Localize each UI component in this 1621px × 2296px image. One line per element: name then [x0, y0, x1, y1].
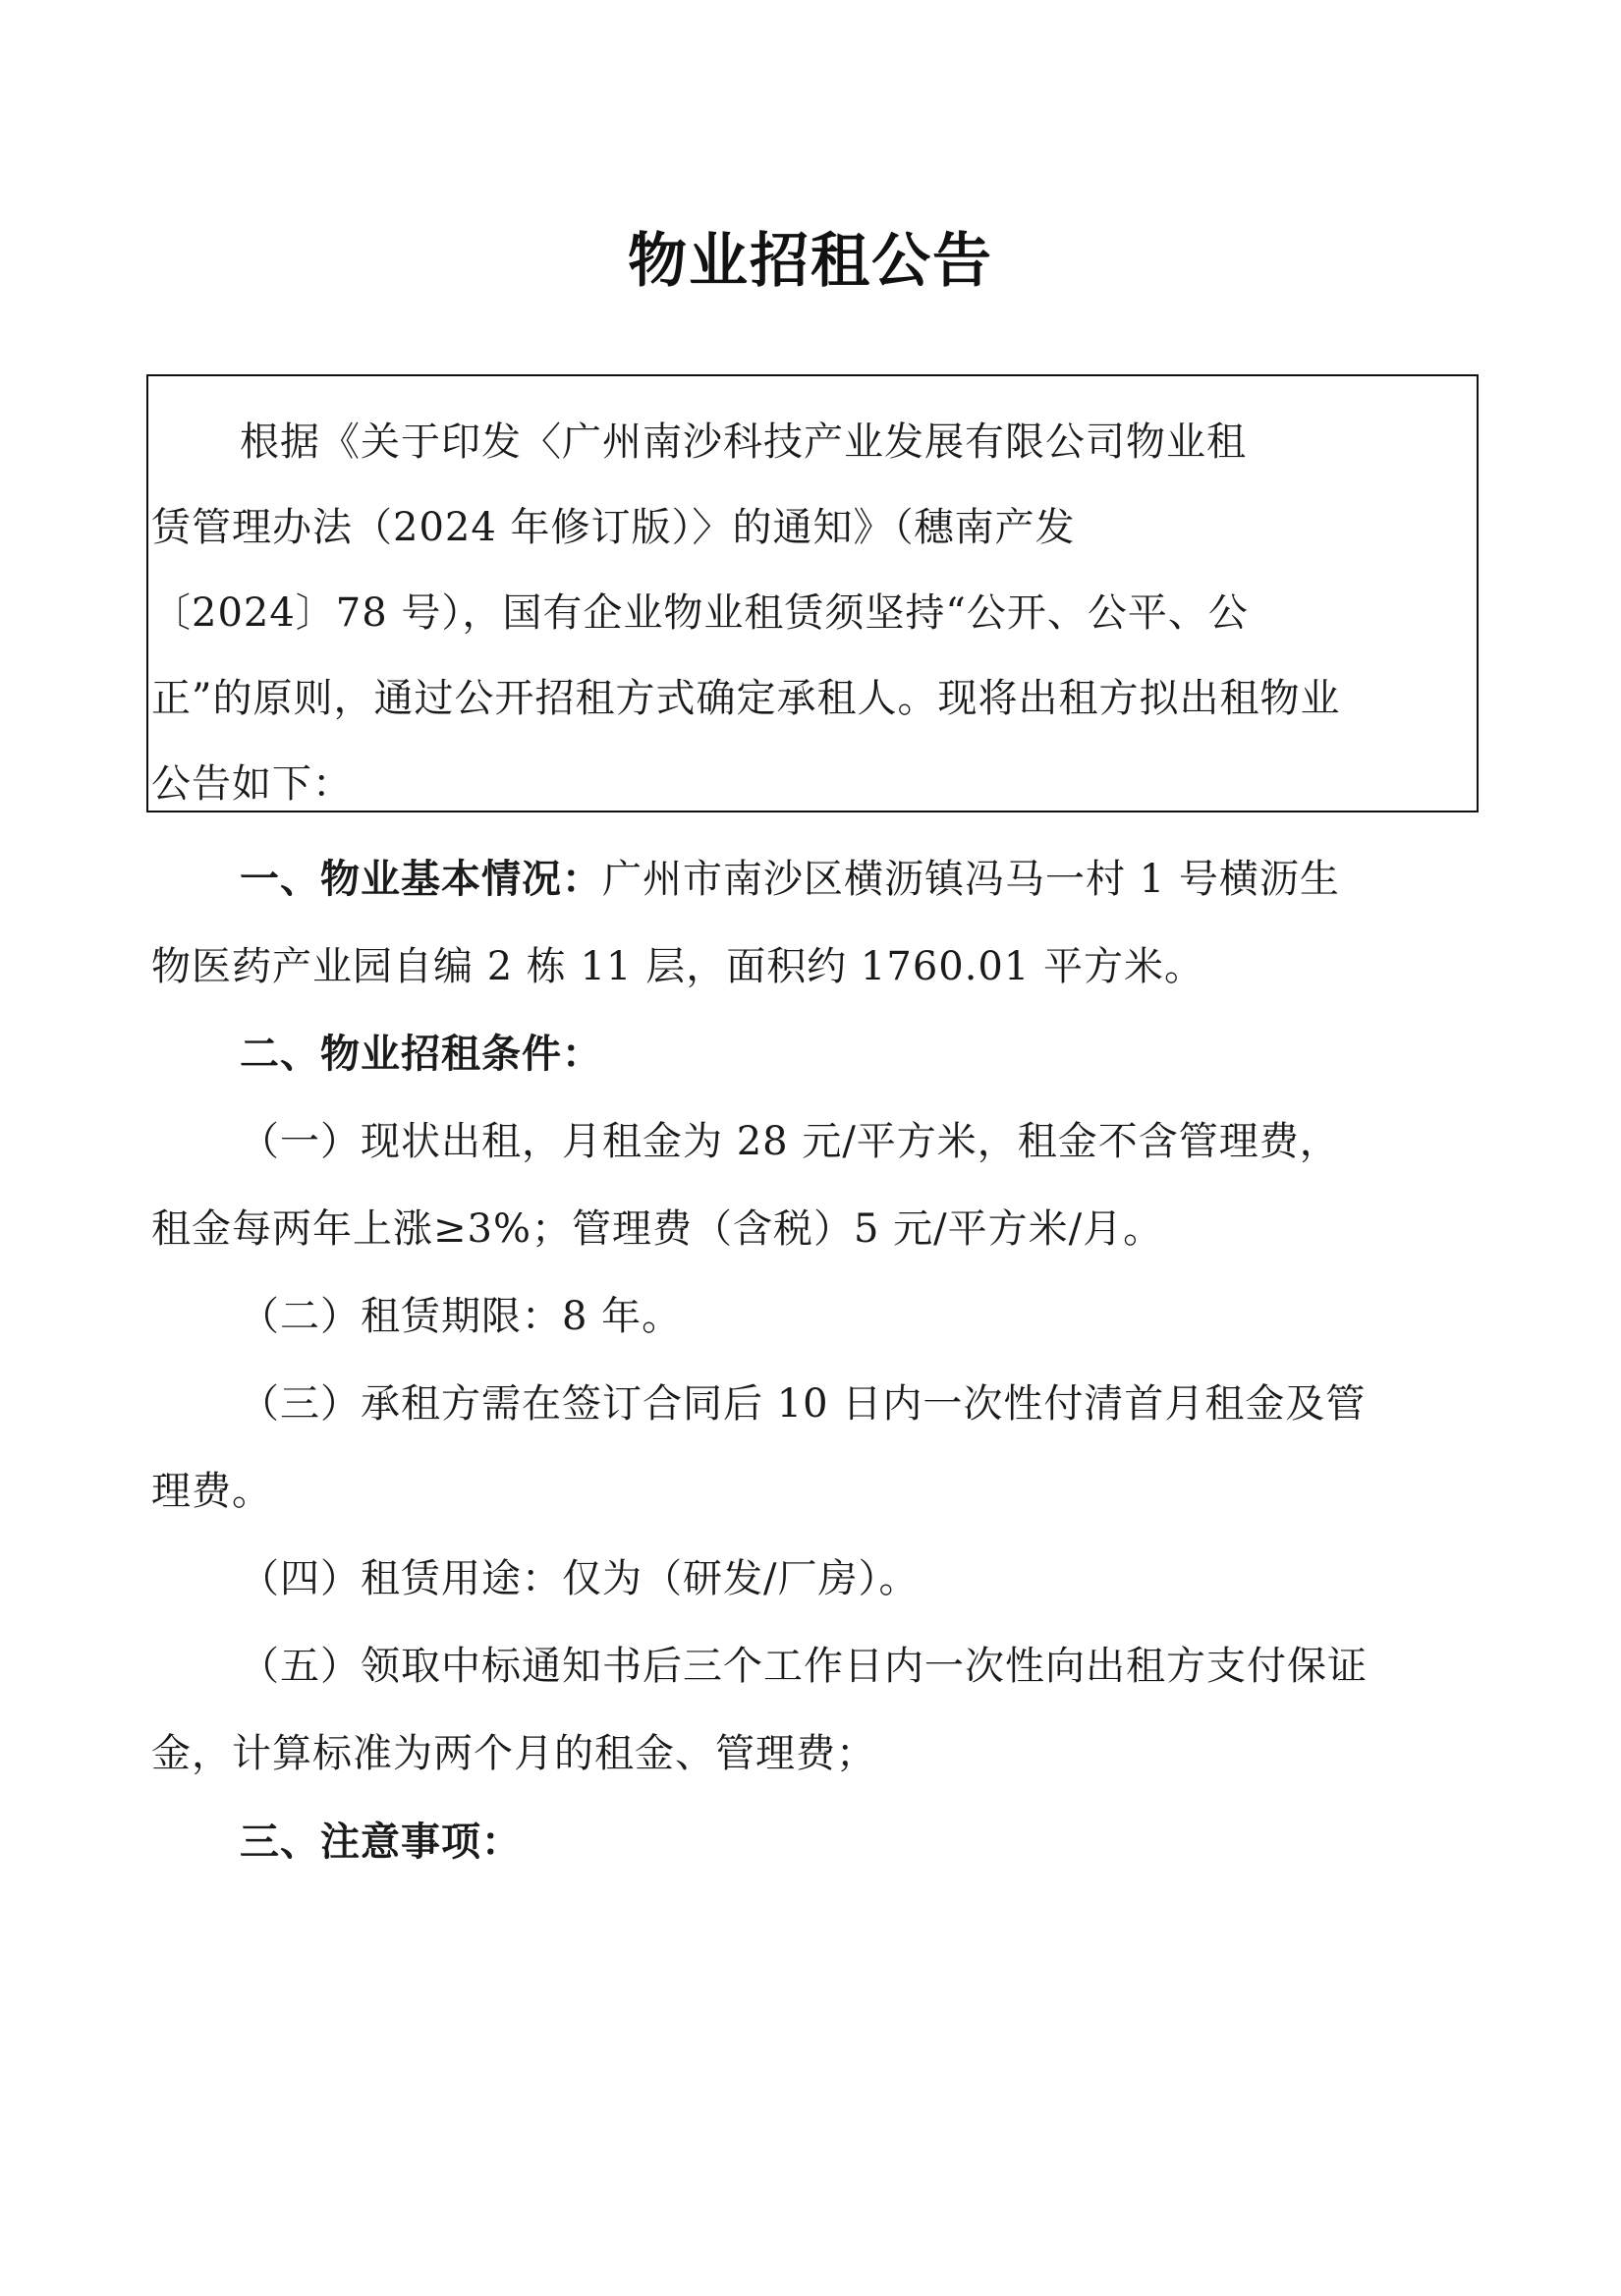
section-1-text: 广州市南沙区横沥镇冯马一村 1 号横沥生	[602, 857, 1340, 902]
intro-line-5: 公告如下：	[151, 761, 353, 807]
section-1-line-2: 物医药产业园自编 2 栋 11 层，面积约 1760.01 平方米。	[151, 944, 1205, 989]
item-1-line-2: 租金每两年上涨≥3%；管理费（含税）5 元/平方米/月。	[151, 1206, 1164, 1252]
section-1-heading: 一、物业基本情况：	[240, 857, 602, 902]
intro-line-1: 根据《关于印发〈广州南沙科技产业发展有限公司物业租	[240, 420, 1247, 465]
item-3-line-2: 理费。	[151, 1469, 272, 1514]
item-4: （四）租赁用途：仅为（研发/厂房）。	[240, 1556, 920, 1601]
item-5-line-1: （五）领取中标通知书后三个工作日内一次性向出租方支付保证	[240, 1644, 1368, 1689]
section-3-heading: 三、注意事项：	[240, 1820, 522, 1865]
item-5-line-2: 金，计算标准为两个月的租金、管理费；	[151, 1731, 876, 1776]
intro-line-2: 赁管理办法（2024 年修订版）〉的通知》（穗南产发	[151, 505, 1076, 550]
item-3-line-1: （三）承租方需在签订合同后 10 日内一次性付清首月租金及管	[240, 1381, 1367, 1427]
intro-line-4: 正”的原则，通过公开招租方式确定承租人。现将出租方拟出租物业	[151, 676, 1341, 721]
section-1-line-1	[240, 848, 1340, 904]
item-1-line-1: （一）现状出租，月租金为 28 元/平方米，租金不含管理费，	[240, 1119, 1340, 1164]
section-2-heading: 二、物业招租条件：	[240, 1032, 602, 1077]
intro-line-3: 〔2024〕78 号），国有企业物业租赁须坚持“公开、公平、公	[151, 590, 1249, 636]
item-2: （二）租赁期限：8 年。	[240, 1294, 683, 1339]
page-title: 物业招租公告	[628, 227, 993, 296]
